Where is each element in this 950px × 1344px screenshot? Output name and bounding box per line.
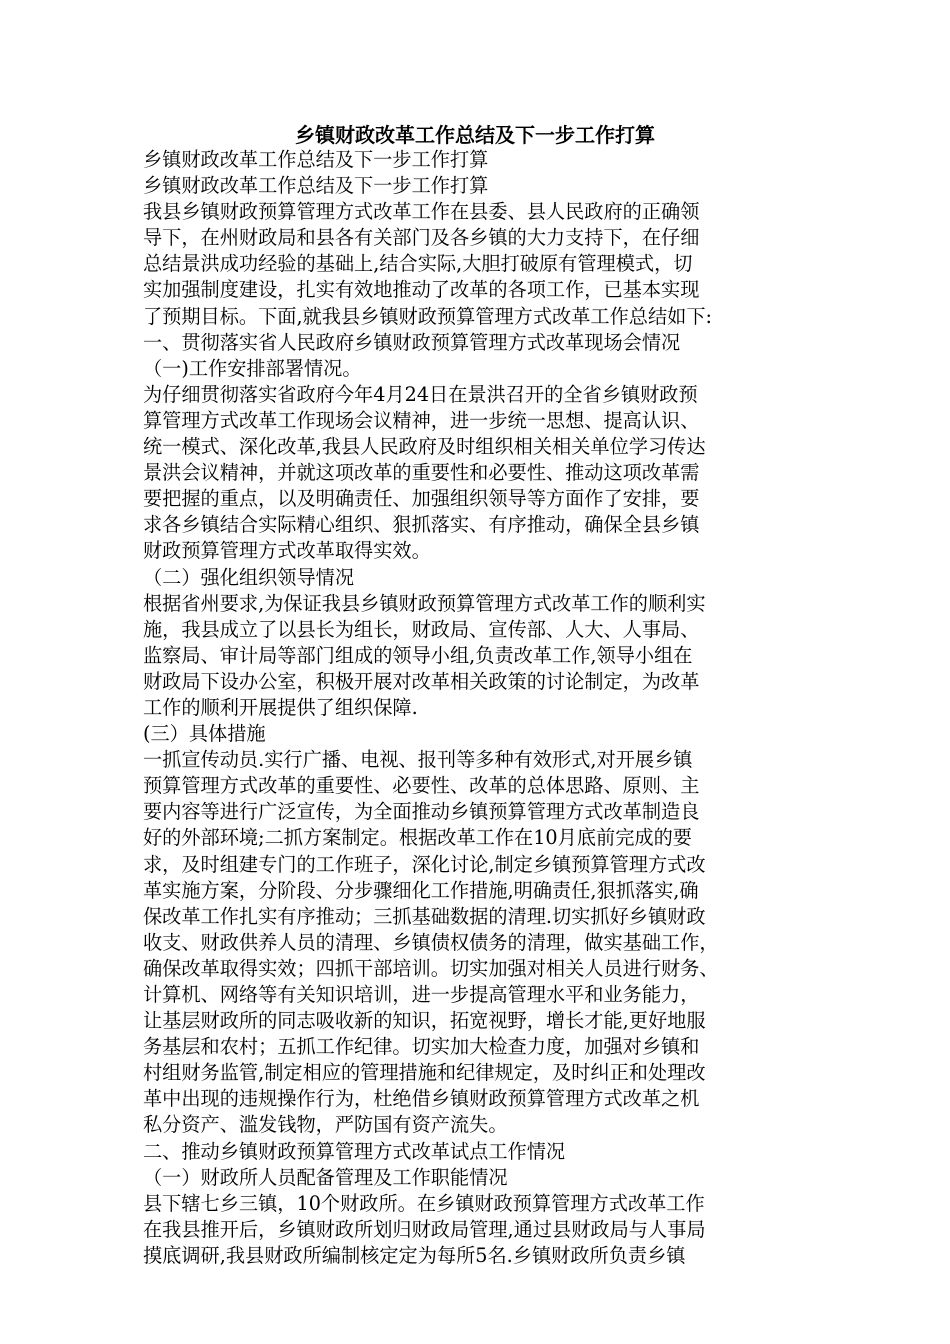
- text-line: （二）强化组织领导情况: [143, 565, 355, 589]
- text-line: 总结景洪成功经验的基础上,结合实际,大胆打破原有管理模式，切: [143, 252, 693, 276]
- document-body: [143, 147, 813, 1269]
- text-line: 在我县推开后，乡镇财政所划归财政局管理,通过县财政局与人事局: [143, 1217, 706, 1241]
- text-line: (三）具体措施: [143, 722, 266, 746]
- text-line: 摸底调研,我县财政所编制核定定为每所5名.乡镇财政所负责乡镇: [143, 1243, 686, 1267]
- text-line: 乡镇财政改革工作总结及下一步工作打算: [143, 148, 489, 171]
- text-line: 我县乡镇财政预算管理方式改革工作在县委、县人民政府的正确领: [143, 200, 700, 224]
- text-line: 让基层财政所的同志吸收新的知识，拓宽视野，增长才能,更好地服: [143, 1009, 706, 1033]
- text-line: 革实施方案，分阶段、分步骤细化工作措施,明确责任,狠抓落实,确: [143, 878, 699, 902]
- text-line: 求，及时组建专门的工作班子，深化讨论,制定乡镇预算管理方式改: [143, 852, 706, 876]
- document-title: 乡镇财政改革工作总结及下一步工作打算: [295, 123, 655, 147]
- text-line: 施，我县成立了以县长为组长，财政局、宣传部、人大、人事局、: [143, 617, 700, 641]
- text-line: 根据省州要求,为保证我县乡镇财政预算管理方式改革工作的顺利实: [143, 591, 706, 615]
- text-line: 实加强制度建设，扎实有效地推动了改革的各项工作，已基本实现: [143, 278, 700, 302]
- text-line: 一、贯彻落实省人民政府乡镇财政预算管理方式改革现场会情况: [143, 330, 681, 354]
- text-line: 村组财务监管,制定相应的管理措施和纪律规定，及时纠正和处理改: [143, 1061, 706, 1085]
- text-line: 算管理方式改革工作现场会议精神，进一步统一思想、提高认识、: [143, 408, 700, 432]
- text-line: 要内容等进行广泛宣传，为全面推动乡镇预算管理方式改革制造良: [143, 800, 700, 824]
- text-line: 工作的顺利开展提供了组织保障.: [143, 695, 418, 719]
- text-line: 确保改革取得实效；四抓干部培训。切实加强对相关人员进行财务、: [143, 956, 719, 980]
- text-line: 计算机、网络等有关知识培训，进一步提高管理水平和业务能力，: [143, 983, 700, 1006]
- text-line: 景洪会议精神，并就这项改革的重要性和必要性、推动这项改革需: [143, 461, 700, 485]
- text-line: 二、推动乡镇财政预算管理方式改革试点工作情况: [143, 1139, 566, 1163]
- text-line: 革中出现的违规操作行为，杜绝借乡镇财政预算管理方式改革之机: [143, 1087, 700, 1111]
- text-line: 保改革工作扎实有序推动；三抓基础数据的清理.切实抓好乡镇财政: [143, 904, 706, 928]
- text-line: 私分资产、滥发钱物，严防国有资产流失。: [143, 1113, 508, 1137]
- text-line: 统一模式、深化改革,我县人民政府及时组织相关相关单位学习传达: [143, 435, 706, 459]
- text-line: 一抓宣传动员.实行广播、电视、报刊等多种有效形式,对开展乡镇: [143, 748, 693, 772]
- text-line: 县下辖七乡三镇，10个财政所。在乡镇财政预算管理方式改革工作: [143, 1191, 705, 1215]
- text-line: 监察局、审计局等部门组成的领导小组,负责改革工作,领导小组在: [143, 643, 693, 667]
- text-line: 财政局下设办公室，积极开展对改革相关政策的讨论制定，为改革: [143, 669, 700, 693]
- text-line: 好的外部环境;二抓方案制定。根据改革工作在10月底前完成的要: [143, 826, 692, 850]
- text-line: 要把握的重点，以及明确责任、加强组织领导等方面作了安排，要: [143, 487, 700, 511]
- text-line: （一）财政所人员配备管理及工作职能情况: [143, 1165, 508, 1189]
- text-line: 了预期目标。下面,就我县乡镇财政预算管理方式改革工作总结如下:: [143, 304, 712, 328]
- text-line: 预算管理方式改革的重要性、必要性、改革的总体思路、原则、主: [143, 774, 700, 798]
- text-line: 财政预算管理方式改革取得实效。: [143, 539, 431, 563]
- text-line: 求各乡镇结合实际精心组织、狠抓落实、有序推动，确保全县乡镇: [143, 513, 700, 537]
- text-line: 务基层和农村；五抓工作纪律。切实加大检查力度，加强对乡镇和: [143, 1035, 700, 1059]
- text-line: （一)工作安排部署情况。: [143, 356, 362, 380]
- text-line: 为仔细贯彻落实省政府今年4月24日在景洪召开的全省乡镇财政预: [143, 382, 698, 406]
- text-line: 收支、财政供养人员的清理、乡镇债权债务的清理，做实基础工作，: [143, 930, 719, 954]
- text-line: 导下，在州财政局和县各有关部门及各乡镇的大力支持下，在仔细: [143, 226, 700, 250]
- text-line: 乡镇财政改革工作总结及下一步工作打算: [143, 174, 489, 198]
